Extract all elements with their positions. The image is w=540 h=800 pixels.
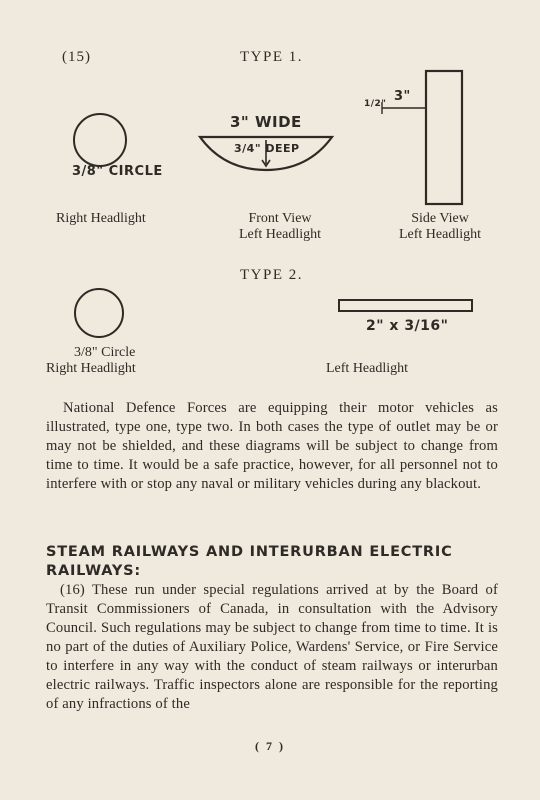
type1-caption-front-line1: Front View [248,211,312,226]
paragraph-text: National Defence Forces are equipping their motor vehicles as illustrated, type one, type two. In both cases the type of outlet may be or may not be shielded, and these diagrams will be subject to change from time to time. It would be a safe practice, however, for all personnel not to interfere with or stop any naval or military vehicles during any blackout. [46,400,498,492]
section-heading: STEAM RAILWAYS AND INTERURBAN ELECTRIC RAILWAYS: [46,544,453,579]
type1-caption-front-line2: Left Headlight [238,227,322,242]
type2-circle-label: 3/8" Circle [74,345,136,360]
type1-wide-label: 3" WIDE [230,113,302,131]
type1-deep-label: 3/4" DEEP [234,142,300,155]
type2-circle-diagram [74,288,124,338]
type1-caption-side-line1: Side View [411,211,469,226]
type1-caption-right-headlight: Right Headlight [56,211,146,226]
type2-title: TYPE 2. [240,267,303,283]
section-number: (15) [62,49,91,65]
paragraph-text: (16) These run under special regulations arrived at by the Board of Transit Commissioners of Canada, in consultation with the Advisory Council. Such regulations may be subject to change from time to time. It is no part of the duties of Auxiliary Police, Wardens' Service, or Fire Service to interfere in any way with the conduct of steam railways or interurban electric railways. Traffic inspectors alone are responsible for the reporting of any infractions of the [46,582,498,712]
type2-slot-label: 2" x 3/16" [366,318,449,334]
type1-side-width-label: 3" [394,89,411,104]
paragraph-railways [46,581,498,714]
type2-caption-left-headlight: Left Headlight [326,361,409,376]
type2-slot-diagram [338,299,473,312]
page-number: ( 7 ) [255,739,285,753]
type2-caption-right-headlight: Right Headlight [46,361,136,376]
type1-caption-side-line2: Left Headlight [398,227,482,242]
type1-side-small-label: 1/2" [364,99,387,109]
type1-title: TYPE 1. [240,49,303,65]
type1-circle-label: 3/8" CIRCLE [72,164,163,179]
paragraph-defence-forces [46,399,498,494]
type1-side-view-diagram [368,68,468,208]
type1-circle-diagram [73,113,127,167]
